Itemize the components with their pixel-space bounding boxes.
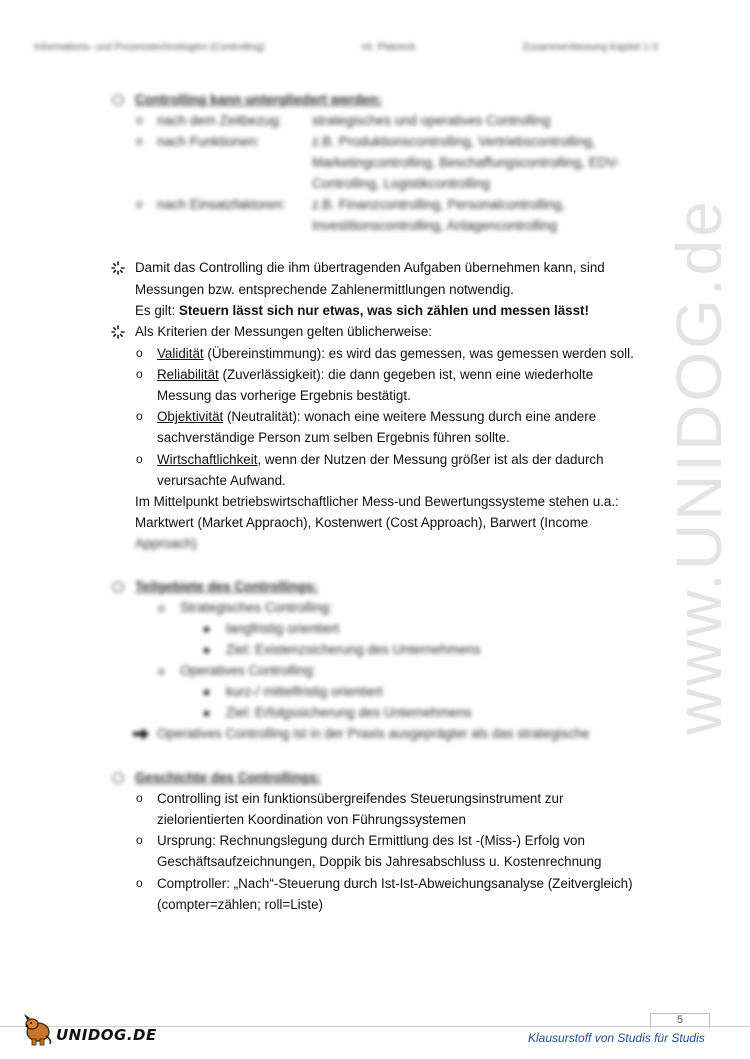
circle-bullet-icon: o bbox=[136, 134, 143, 148]
criterion-text: (Neutralität): wonach eine weitere Messung durch eine andere bbox=[223, 409, 597, 424]
subsection-title: Strategisches Controlling: bbox=[180, 600, 333, 615]
paragraph-line: Marktwert (Market Appraoch), Kostenwert (Cost Approach), Barwert (Income bbox=[135, 515, 589, 530]
section-title: Teilgebiete des Controllings: bbox=[135, 579, 318, 594]
criterion-text: (Zuverlässigkeit): die dann gegeben ist, wenn eine wiederholte bbox=[218, 367, 594, 382]
row-value: strategisches und operatives Controlling bbox=[312, 113, 551, 128]
page-number: 5 bbox=[650, 1013, 710, 1028]
criterion-term: Reliabilität bbox=[157, 367, 219, 382]
circle-bullet-icon: o bbox=[136, 197, 143, 211]
criterion-text-cont: verursachte Aufwand. bbox=[157, 473, 286, 488]
row-label: nach Funktionen: bbox=[157, 134, 260, 149]
row-value: Investitionscontrolling, Anlagencontrolling bbox=[312, 218, 557, 233]
conclusion-text: Operatives Controlling ist in der Praxis ausgeprägter als das strategische bbox=[157, 726, 590, 741]
circle-bullet-icon: o bbox=[136, 409, 143, 423]
circle-bullet-icon: o bbox=[136, 876, 143, 890]
rule-prefix: Es gilt: bbox=[135, 303, 179, 318]
criterion-item bbox=[157, 451, 604, 469]
rule-bold: Steuern lässt sich nur etwas, was sich zählen und messen lässt! bbox=[178, 303, 589, 318]
circle-bullet-icon: o bbox=[136, 452, 143, 466]
history-item: Ursprung: Rechnungslegung durch Ermittlung des Ist -(Miss-) Erfolg von bbox=[157, 833, 585, 848]
circle-bullet-icon: o bbox=[136, 113, 143, 127]
row-value: z.B. Finanzcontrolling, Personalcontrolling, bbox=[312, 197, 566, 212]
paragraph-line: Approach) bbox=[135, 536, 197, 551]
list-item: langfristig orientiert bbox=[226, 621, 340, 636]
circle-bullet-icon: o bbox=[136, 791, 143, 805]
criterion-item bbox=[157, 408, 596, 426]
watermark: www.UNIDOG.de bbox=[663, 198, 735, 735]
criterion-term: Validität bbox=[157, 346, 204, 361]
rule-statement bbox=[135, 302, 589, 320]
spinner-bullet-icon bbox=[111, 580, 125, 594]
circle-bullet-icon: o bbox=[136, 367, 143, 381]
criterion-text-cont: Messung das vorherige Ergebnis bestätigt. bbox=[157, 388, 411, 403]
header-center: Hr. Platzeck bbox=[362, 42, 416, 53]
list-item: kurz-/ mittelfristig orientiert bbox=[226, 684, 384, 699]
criterion-item bbox=[157, 345, 634, 363]
header-left: Informations- und Prozesstechnologien (Controlling) bbox=[34, 42, 265, 53]
criterion-text: , wenn der Nutzen der Messung größer ist als der dadurch bbox=[257, 452, 604, 467]
paragraph-line: Im Mittelpunkt betriebswirtschaftlicher Mess-und Bewertungssysteme stehen u.a.: bbox=[135, 494, 619, 509]
spinner-bullet-icon bbox=[111, 771, 125, 785]
square-bullet-icon bbox=[204, 627, 209, 632]
paragraph-line: Messungen bzw. entsprechende Zahlenermittlungen notwendig. bbox=[135, 282, 514, 297]
spinner-bullet-icon bbox=[111, 93, 125, 107]
history-item: Comptroller: „Nach“-Steuerung durch Ist-Ist-Abweichungsanalyse (Zeitvergleich) bbox=[157, 876, 633, 891]
history-item: Controlling ist ein funktionsübergreifendes Steuerungsinstrument zur bbox=[157, 791, 564, 806]
square-bullet-icon bbox=[204, 711, 209, 716]
history-item-cont: Geschäftsaufzeichnungen, Doppik bis Jahresabschluss u. Kostenrechnung bbox=[157, 854, 602, 869]
circle-bullet-icon: o bbox=[158, 601, 165, 615]
logo-text: UNIDOG.DE bbox=[56, 1026, 157, 1044]
criterion-text: (Übereinstimmung): es wird das gemessen, was gemessen werden soll. bbox=[203, 346, 634, 361]
history-item-cont: (compter=zählen; roll=Liste) bbox=[157, 897, 323, 912]
arrow-right-icon bbox=[133, 728, 149, 740]
list-item: Ziel: Existenzsicherung des Unternehmens bbox=[226, 642, 481, 657]
section-title: Geschichte des Controllings: bbox=[135, 770, 322, 785]
row-value: z.B. Produktionscontrolling, Vertriebscontrolling, bbox=[312, 134, 596, 149]
paragraph-line: Als Kriterien der Messungen gelten üblicherweise: bbox=[135, 324, 432, 339]
square-bullet-icon bbox=[204, 690, 209, 695]
row-value: Controlling, Logistikcontrolling bbox=[312, 176, 490, 191]
row-value: Marketingcontrolling, Beschaffungscontrolling, EDV- bbox=[312, 155, 620, 170]
criterion-term: Objektivität bbox=[157, 409, 224, 424]
spinner-bullet-icon bbox=[111, 261, 125, 275]
circle-bullet-icon: o bbox=[158, 664, 165, 678]
row-label: nach Einsatzfaktoren: bbox=[157, 197, 286, 212]
list-item: Ziel: Erfolgssicherung des Unternehmens bbox=[226, 705, 472, 720]
row-label: nach dem Zeitbezug: bbox=[157, 113, 283, 128]
history-item-cont: zielorientierten Koordination von Führungssystemen bbox=[157, 812, 466, 827]
subsection-title: Operatives Controlling: bbox=[180, 663, 317, 678]
criterion-item bbox=[157, 366, 593, 384]
footer-tagline: Klausurstoff von Studis für Studis bbox=[528, 1031, 705, 1045]
square-bullet-icon bbox=[204, 648, 209, 653]
circle-bullet-icon: o bbox=[136, 346, 143, 360]
page-header bbox=[0, 42, 750, 62]
circle-bullet-icon: o bbox=[136, 833, 143, 847]
section-title: Controlling kann untergliedert werden: bbox=[135, 92, 382, 107]
criterion-text-cont: sachverständige Person zum selben Ergebnis führen sollte. bbox=[157, 430, 510, 445]
spinner-bullet-icon bbox=[111, 325, 125, 339]
header-right: Zusammenfassung Kapitel 1-3 bbox=[522, 42, 658, 53]
paragraph-line: Damit das Controlling die ihm übertragenden Aufgaben übernehmen kann, sind bbox=[135, 260, 605, 275]
criterion-term: Wirtschaftlichkeit bbox=[157, 452, 258, 467]
